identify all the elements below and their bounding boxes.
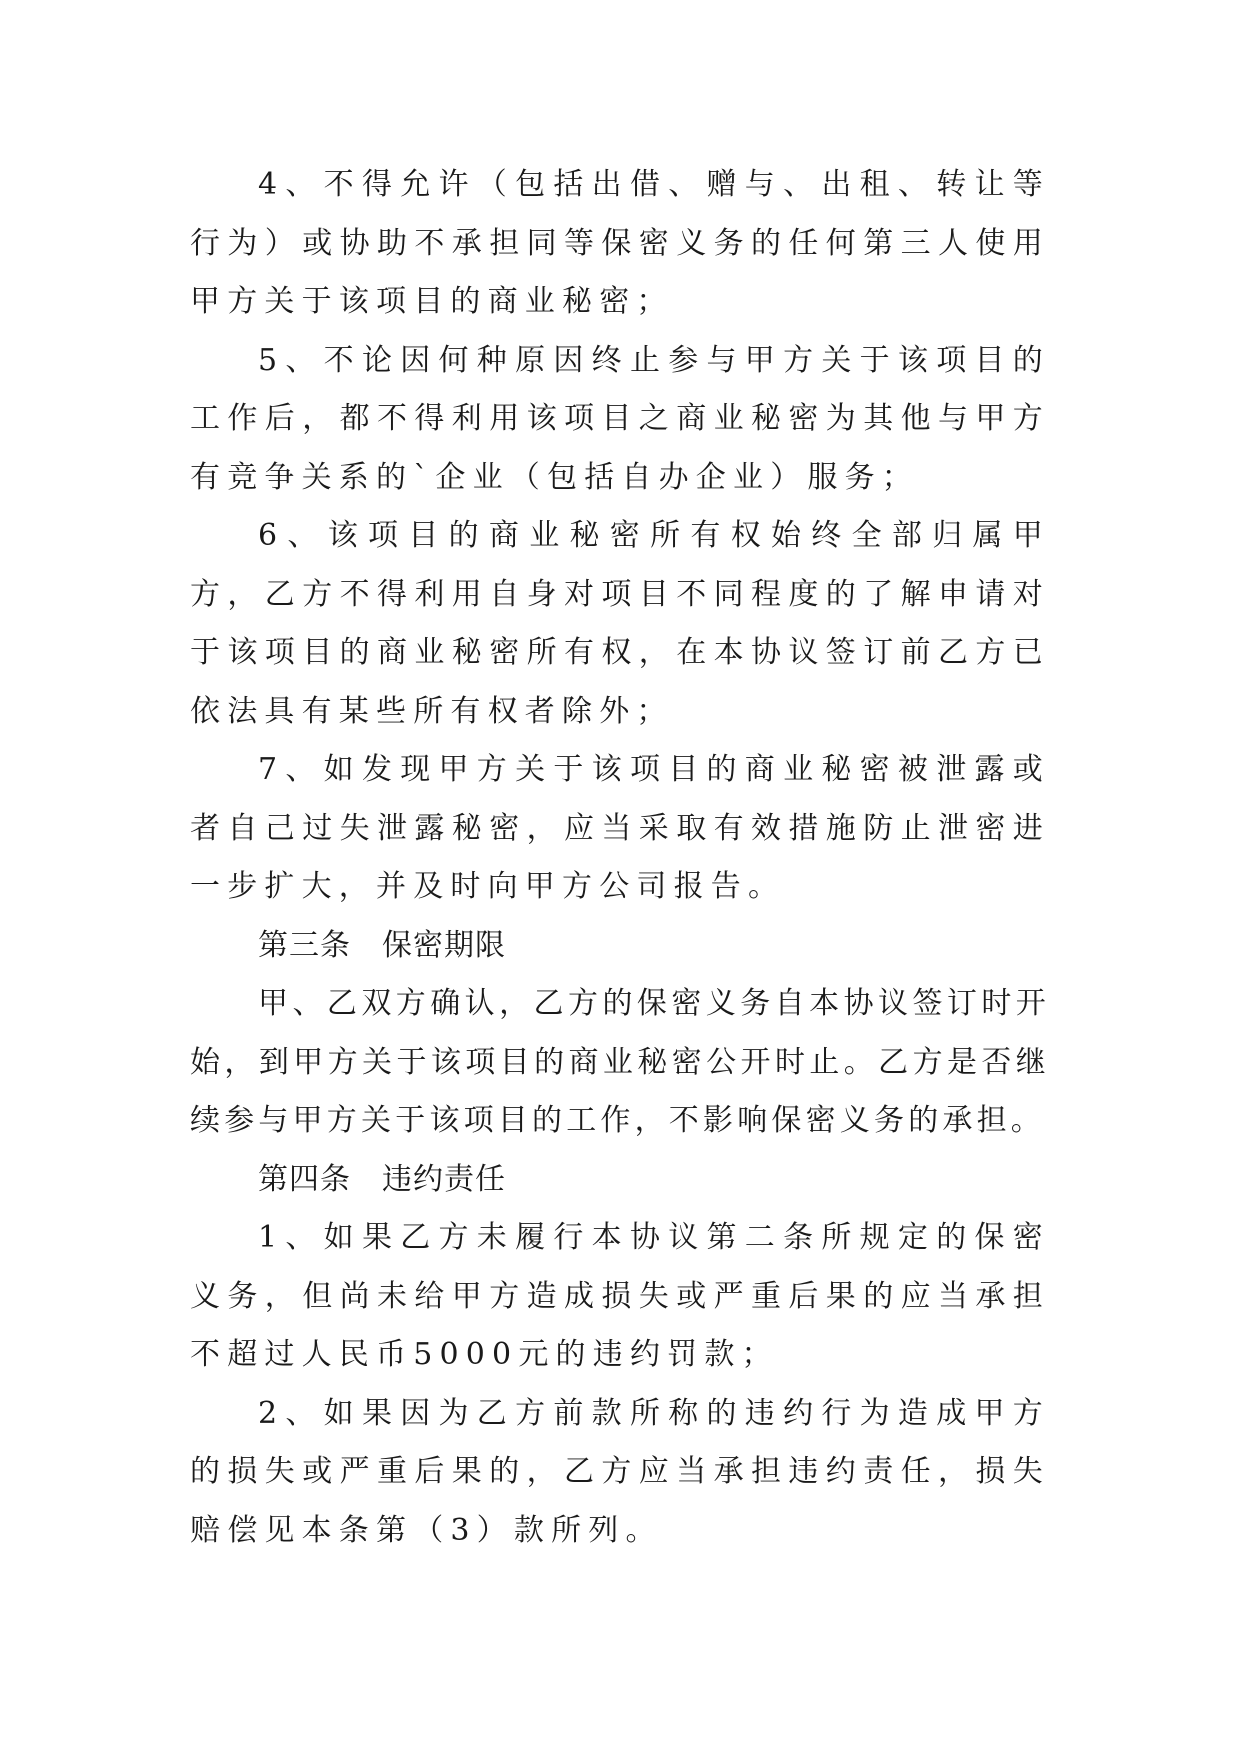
article-4-heading: 第四条 违约责任	[258, 1161, 506, 1197]
article-3-body: 甲、乙双方确认，乙方的保密义务自本协议签订时开始，到甲方关于该项目的商业秘密公开时止。乙方是否继续参与甲方关于该项目的工作，不影响保密义务的承担。	[190, 986, 1050, 1138]
clause-item-5: 5、不论因何种原因终止参与甲方关于该项目的工作后，都不得利用该项目之商业秘密为其他与甲方有竞争关系的`企业（包括自办企业）服务；	[190, 342, 1050, 495]
clause-item-7: 7、如发现甲方关于该项目的商业秘密被泄露或者自己过失泄露秘密，应当采取有效措施防止泄密进一步扩大，并及时向甲方公司报告。	[190, 752, 1050, 904]
liability-item-1: 1、如果乙方未履行本协议第二条所规定的保密义务，但尚未给甲方造成损失或严重后果的应当承担不超过人民币5000元的违约罚款；	[190, 1220, 1050, 1372]
clause-item-4: 4、不得允许（包括出借、赠与、出租、转让等行为）或协助不承担同等保密义务的任何第三人使用甲方关于该项目的商业秘密；	[190, 167, 1050, 319]
liability-item-2: 2、如果因为乙方前款所称的违约行为造成甲方的损失或严重后果的，乙方应当承担违约责任，损失赔偿见本条第（3）款所列。	[190, 1395, 1050, 1548]
document-body	[190, 156, 1050, 1560]
article-3-heading: 第三条 保密期限	[258, 927, 506, 963]
clause-item-6: 6、该项目的商业秘密所有权始终全部归属甲方，乙方不得利用自身对项目不同程度的了解申请对于该项目的商业秘密所有权，在本协议签订前乙方已依法具有某些所有权者除外；	[190, 518, 1050, 729]
